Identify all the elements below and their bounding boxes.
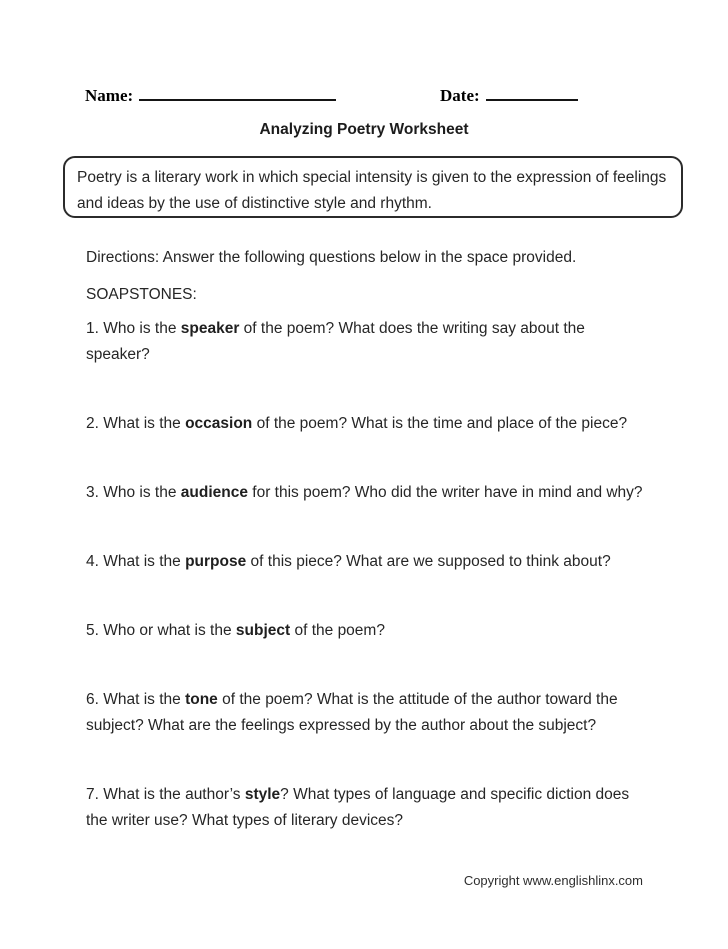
questions-list xyxy=(86,316,676,834)
question-text: 4. What is the xyxy=(86,553,186,570)
question-text: 7. What is the author’s xyxy=(86,786,245,803)
question-keyword: occasion xyxy=(185,415,253,432)
question-line xyxy=(86,480,676,506)
question-line xyxy=(86,411,676,437)
question-keyword: purpose xyxy=(185,553,247,570)
question-text: of the poem? What is the time and place of the piece? xyxy=(252,415,628,432)
definition-text: Poetry is a literary work in which special intensity is given to the expression of feelings and ideas by the use of distinctive style and rhythm. xyxy=(77,169,667,212)
question-text: 6. What is the xyxy=(86,691,186,708)
question-2 xyxy=(86,411,676,437)
name-field xyxy=(85,84,336,106)
question-text: of the poem? What is the attitude of the author toward the xyxy=(217,691,618,708)
question-text: subject? What are the feelings expressed by the author about the subject? xyxy=(86,717,597,734)
date-label: Date: xyxy=(440,86,480,105)
question-7 xyxy=(86,782,676,834)
question-line xyxy=(86,549,676,575)
date-field xyxy=(440,84,578,106)
question-keyword: tone xyxy=(185,691,218,708)
question-text: ? What types of language and specific diction does xyxy=(280,786,630,803)
question-5 xyxy=(86,618,676,644)
question-line xyxy=(86,687,676,713)
question-line xyxy=(86,808,676,834)
date-blank-line xyxy=(486,84,578,101)
name-label: Name: xyxy=(85,86,134,105)
question-text: of the poem? What does the writing say about the xyxy=(239,320,585,337)
worksheet-body xyxy=(86,245,676,834)
name-blank-line xyxy=(139,84,336,101)
question-line xyxy=(86,316,676,342)
question-text: speaker? xyxy=(86,346,150,363)
question-text: of this piece? What are we supposed to think about? xyxy=(246,553,611,570)
question-line xyxy=(86,618,676,644)
directions-text: Directions: Answer the following questions below in the space provided. xyxy=(86,249,577,266)
question-text: for this poem? Who did the writer have in mind and why? xyxy=(247,484,643,501)
question-line xyxy=(86,782,676,808)
question-keyword: style xyxy=(244,786,281,803)
question-6 xyxy=(86,687,676,739)
question-text: 2. What is the xyxy=(86,415,186,432)
worksheet-title: Analyzing Poetry Worksheet xyxy=(259,121,469,138)
question-line xyxy=(86,342,676,368)
question-text: the writer use? What types of literary devices? xyxy=(86,812,404,829)
question-text: 5. Who or what is the xyxy=(86,622,236,639)
question-keyword: speaker xyxy=(180,320,240,337)
question-line xyxy=(86,713,676,739)
question-text: of the poem? xyxy=(290,622,385,639)
soapstones-heading: SOAPSTONES: xyxy=(86,286,197,303)
question-4 xyxy=(86,549,676,575)
question-keyword: audience xyxy=(180,484,248,501)
question-1 xyxy=(86,316,676,368)
question-text: 3. Who is the xyxy=(86,484,181,501)
definition-box xyxy=(63,156,683,218)
question-3 xyxy=(86,480,676,506)
question-keyword: subject xyxy=(235,622,291,639)
copyright-text: Copyright www.englishlinx.com xyxy=(463,873,643,888)
question-text: 1. Who is the xyxy=(86,320,181,337)
